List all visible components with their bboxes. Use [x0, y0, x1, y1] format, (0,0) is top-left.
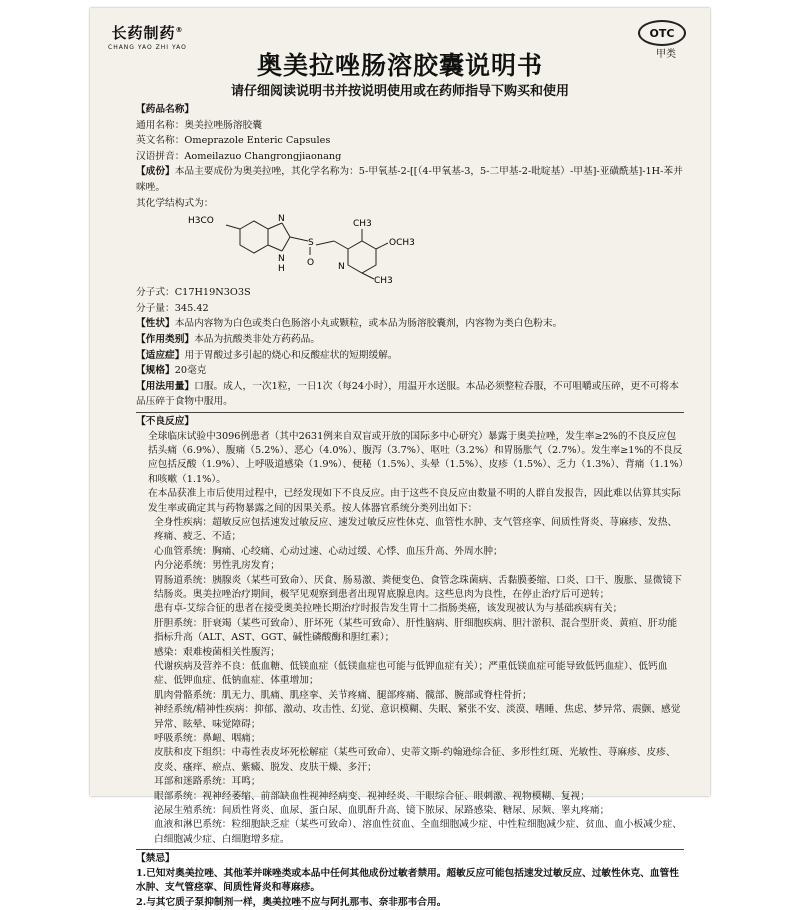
- pinyin-name: 汉语拼音：Aomeilazuo Changrongjiaonang: [136, 150, 342, 162]
- adverse-ent: 耳部和迷路系统：耳鸣；: [154, 776, 261, 788]
- adverse-skin: 皮肤和皮下组织：中毒性表皮坏死松解症（某些可致命）、史蒂文斯-约翰逊综合征、多形性红斑、光敏性、荨麻疹、皮疹、皮炎、瘙痒、瘀点、紫癜、脱发、皮肤干燥、多汗；: [154, 747, 676, 773]
- leaflet-body: [136, 102, 684, 910]
- generic-name: 通用名称：奥美拉唑肠溶胶囊: [136, 119, 262, 131]
- document-subtitle: 请仔细阅读说明书并按说明使用或在药师指导下购买和使用: [230, 84, 569, 99]
- struct-h3co: H3CO: [188, 216, 214, 227]
- adverse-uro: 泌尿生殖系统：间质性肾炎、血尿、蛋白尿、血肌酐升高、镜下脓尿、尿路感染、糖尿、尿频、睾丸疼痛；: [154, 805, 610, 817]
- otc-class-label: 甲类: [656, 49, 676, 60]
- molecular-formula: 分子式：C17H19N3O3S: [136, 287, 251, 299]
- english-name: 英文名称：Omeprazole Enteric Capsules: [136, 135, 331, 147]
- brand-name-en: CHANG YAO ZHI YAO: [108, 44, 187, 51]
- adverse-postmarket: 在本品获准上市后使用过程中，已经发现如下不良反应。由于这些不良反应由数量不明的人群自发报告，因此难以估算其实际发生率或确定其与药物暴露之间的因果关系。按人体器官系统分类列出如下：: [148, 488, 681, 514]
- divider: [136, 849, 684, 850]
- document-title: 奥美拉唑肠溶胶囊说明书: [256, 51, 543, 80]
- struct-o: O: [307, 258, 315, 269]
- struct-n1: N: [278, 214, 285, 225]
- molecular-weight: 分子量：345.42: [136, 302, 209, 314]
- adverse-clinical: 全球临床试验中3096例患者（其中2631例来自双盲或开放的国际多中心研究）暴露于奥美拉唑，发生率≥2%的不良反应包括头痛（6.9%）、腹痛（5.2%）、恶心（4.0%）、腹泻（3.7%）、呕吐（3.2%）和胃肠胀气（2.7%）。发生率≥1%的不良反应包括反酸（1.9%）、上呼吸道感染（1.9%）、便秘（1.5%）、头晕（1.5%）、皮疹（1.5%）、乏力（1.3%）、背痛（1.1%）和咳嗽（1.1%）。: [148, 430, 684, 485]
- usage: 【用法用量】口服。成人，一次1粒，一日1次（每24小时），用温开水送服。本品必须整粒吞服，不可咀嚼或压碎，更不可将本品压碎于食物中服用。: [136, 380, 679, 408]
- adverse-gi: 胃肠道系统：胰腺炎（某些可致命）、厌食、肠易激、粪便变色、食管念珠菌病、舌黏膜萎缩、口炎、口干、腹胀、显微镜下结肠炎。奥美拉唑治疗期间，极罕见观察到患者出现胃底腺息肉。这些息肉为良性，在停止治疗后可逆转；: [154, 574, 682, 600]
- struct-ch3-bot: CH3: [374, 276, 393, 287]
- adverse-blood: 血液和淋巴系统：粒细胞缺乏症（某些可致命）、溶血性贫血、全血细胞减少症、中性粒细胞减少症、贫血、血小板减少症、白细胞减少症、白细胞增多症。: [154, 819, 682, 845]
- divider: [136, 412, 684, 413]
- adverse-resp: 呼吸系统：鼻衄、咽痛；: [154, 733, 261, 745]
- indication: 【适应症】用于胃酸过多引起的烧心和反酸症状的短期缓解。: [136, 349, 398, 361]
- structure-label: 其化学结构式为：: [136, 197, 214, 209]
- struct-n-pyridine: N: [338, 262, 345, 273]
- composition: 【成份】本品主要成份为奥美拉唑，其化学名称为：5-甲氧基-2-[[（4-甲氧基-3，5-二甲基-2-吡啶基）-甲基]-亚磺酰基]-1H-苯并咪唑。: [136, 166, 683, 193]
- adverse-neuro: 神经系统/精神性疾病：抑郁、激动、攻击性、幻觉、意识模糊、失眠、紧张不安、淡漠、嗜睡、焦虑、梦异常、震颤、感觉异常、眩晕、味觉障碍；: [154, 704, 681, 730]
- adverse-cardio: 心血管系统：胸痛、心绞痛、心动过速、心动过缓、心悸、血压升高、外周水肿；: [154, 545, 503, 557]
- section-label-adverse: 【不良反应】: [136, 415, 195, 427]
- section-label-name: 【药品名称】: [136, 104, 195, 115]
- struct-och3: OCH3: [389, 238, 415, 249]
- character: 【性状】本品内容物为白色或类白色肠溶小丸或颗粒，或本品为肠溶胶囊剂，内容物为类白色粉末。: [136, 318, 563, 330]
- section-label-contra: 【禁忌】: [136, 853, 175, 865]
- adverse-musculo: 肌肉骨骼系统：肌无力、肌痛、肌痉挛、关节疼痛、腿部疼痛、髋部、腕部或脊柱骨折；: [154, 689, 532, 701]
- leaflet-sheet: [90, 8, 710, 908]
- otc-badge: OTC: [638, 20, 686, 46]
- chemical-structure: [136, 211, 684, 285]
- adverse-gi-2: 患有卓-艾综合征的患者在接受奥美拉唑长期治疗时报告发生胃十二指肠类癌，该发现被认为与基础疾病有关；: [154, 603, 623, 615]
- adverse-hepato: 肝胆系统：肝衰竭（某些可致命）、肝坏死（某些可致命）、肝性脑病、肝细胞疾病、胆汁淤积、混合型肝炎、黄疸、肝功能指标升高（ALT、AST、GGT、碱性磷酸酶和胆红素）；: [154, 617, 678, 644]
- category: 【作用类别】本品为抗酸类非处方药药品。: [136, 333, 321, 345]
- adverse-metabolic: 代谢疾病及营养不良：低血糖、低镁血症（低镁血症也可能与低钾血症有关）；严重低镁血症可能导致低钙血症）、低钙血症、低钾血症、低钠血症、体重增加；: [154, 661, 668, 687]
- adverse-infection: 感染：艰难梭菌相关性腹泻；: [154, 646, 280, 658]
- brand-name-cn: 长药制药®: [111, 24, 184, 42]
- adverse-endocrine: 内分泌系统：男性乳房发育；: [154, 560, 280, 572]
- contraindication-2: 2.与其它质子泵抑制剂一样，奥美拉唑不应与阿扎那韦、奈非那韦合用。: [136, 896, 447, 908]
- adverse-systemic: 全身性疾病：超敏反应包括速发过敏反应、速发过敏反应性休克、血管性水肿、支气管痉挛、间质性肾炎、荨麻疹、发热、疼痛、疲乏、不适；: [154, 516, 678, 543]
- contraindication-1: 1.已知对奥美拉唑、其他苯并咪唑类或本品中任何其他成份过敏者禁用。超敏反应可能包括速发过敏反应、过敏性休克、血管性水肿、支气管痉挛、间质性肾炎和荨麻疹。: [136, 867, 679, 894]
- struct-ch3-top: CH3: [353, 219, 372, 230]
- struct-nh: N: [278, 254, 285, 265]
- specification: 【规格】20毫克: [136, 365, 207, 377]
- structure-diagram: [188, 211, 488, 285]
- adverse-eye: 眼部系统：视神经萎缩、前部缺血性视神经病变、视神经炎、干眼综合征、眼刺激、视物模糊、复视；: [154, 790, 590, 802]
- struct-s: S: [308, 238, 314, 249]
- struct-h: H: [278, 264, 285, 275]
